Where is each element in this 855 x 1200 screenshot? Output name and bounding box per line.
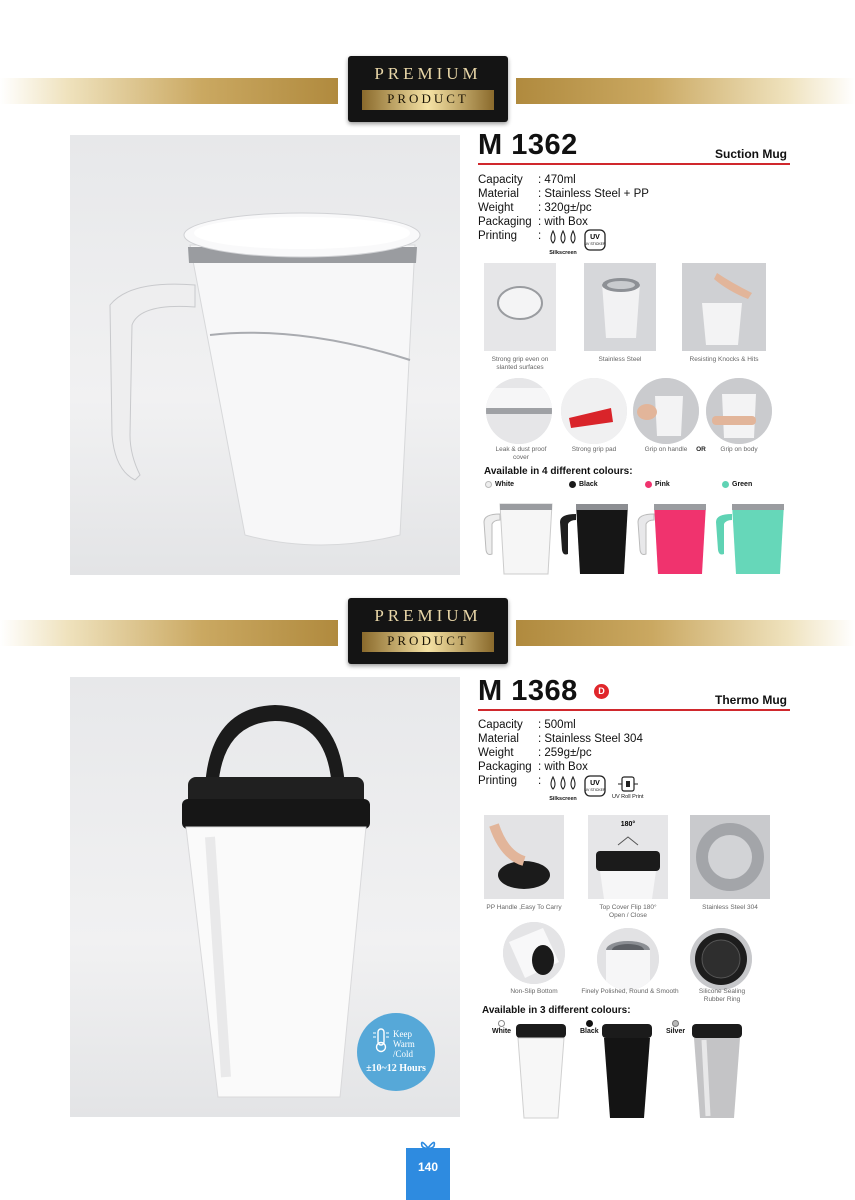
feature-image-non-slip-bottom bbox=[503, 922, 565, 984]
feature-image-knock-resistant bbox=[682, 263, 766, 351]
page-number: 140 bbox=[417, 1160, 439, 1174]
color-label-white: White bbox=[492, 1020, 511, 1035]
svg-text:UV: UV bbox=[590, 780, 600, 787]
silkscreen-icon: Silkscreen bbox=[548, 229, 578, 256]
svg-text:UV: UV bbox=[590, 234, 600, 241]
gift-bow-icon bbox=[418, 1138, 438, 1150]
printing-methods bbox=[548, 775, 643, 802]
feature-caption: Leak & dust proof cover bbox=[495, 446, 547, 461]
product-type: Suction Mug bbox=[715, 147, 787, 161]
spec-row-capacity: Capacity : 470ml bbox=[478, 174, 576, 186]
premium-product-badge bbox=[348, 598, 508, 664]
spec-row-printing: Printing : bbox=[478, 775, 542, 787]
feature-caption: Non-Slip Bottom bbox=[510, 988, 558, 995]
feature-image-top-cover bbox=[588, 815, 668, 899]
product-model: M 1362 bbox=[478, 129, 578, 161]
gold-banner-left bbox=[0, 620, 338, 646]
color-swatch bbox=[645, 481, 652, 488]
feature-image-polished bbox=[597, 928, 659, 990]
feature-image-slanted-grip bbox=[484, 263, 556, 351]
color-label-silver: Silver bbox=[666, 1020, 685, 1035]
colors-title: Available in 3 different colours: bbox=[482, 1005, 631, 1016]
spec-row-packaging: Packaging : with Box bbox=[478, 216, 588, 228]
printing-methods bbox=[548, 229, 606, 256]
feature-caption: Silicone Sealing Rubber Ring bbox=[698, 988, 746, 1003]
keep-warm-badge: Keep Warm /Cold ±10~12 Hours bbox=[357, 1013, 435, 1091]
color-variants-thermo-mug bbox=[510, 1022, 760, 1122]
badge-premium-text: PREMIUM bbox=[374, 606, 482, 625]
color-swatch bbox=[722, 481, 729, 488]
colors-title: Available in 4 different colours: bbox=[484, 466, 633, 477]
feature-image-proof-cover bbox=[486, 378, 552, 444]
uv-roll-print-icon: UV Roll Print bbox=[612, 775, 643, 800]
feature-caption: Grip on body bbox=[720, 446, 758, 453]
feature-caption: Stainless Steel 304 bbox=[702, 904, 758, 911]
gold-banner-left bbox=[0, 78, 338, 104]
title-underline bbox=[478, 709, 790, 711]
svg-text:180°: 180° bbox=[620, 821, 636, 828]
badge-product-text: PRODUCT bbox=[387, 91, 469, 106]
feature-caption: Strong grip pad bbox=[571, 446, 617, 453]
thermometer-icon bbox=[371, 1027, 391, 1053]
feature-image-grip-handle bbox=[633, 378, 699, 444]
color-swatch bbox=[498, 1020, 505, 1027]
color-swatch bbox=[485, 481, 492, 488]
feature-image-stainless-steel bbox=[584, 263, 656, 351]
color-label-green: Green bbox=[722, 481, 752, 488]
silkscreen-icon: Silkscreen bbox=[548, 775, 578, 802]
feature-caption: PP Handle ,Easy To Carry bbox=[486, 904, 562, 911]
svg-text:UV STICKER: UV STICKER bbox=[584, 788, 606, 792]
feature-caption: Grip on handle bbox=[644, 446, 688, 453]
keep-warm-hours: ±10~12 Hours bbox=[366, 1063, 426, 1074]
spec-row-weight: Weight : 259g±/pc bbox=[478, 747, 592, 759]
spec-row-capacity: Capacity : 500ml bbox=[478, 719, 576, 731]
product-model: M 1368 bbox=[478, 675, 578, 707]
color-label-black: Black bbox=[569, 481, 598, 488]
spec-row-material: Material : Stainless Steel + PP bbox=[478, 188, 649, 200]
premium-product-badge bbox=[348, 56, 508, 122]
product-type: Thermo Mug bbox=[715, 693, 787, 707]
color-swatch bbox=[569, 481, 576, 488]
feature-caption: Resisting Knocks & Hits bbox=[689, 356, 759, 363]
svg-text:UV STICKER: UV STICKER bbox=[584, 242, 606, 246]
feature-image-grip-body bbox=[706, 378, 772, 444]
gold-banner-right bbox=[516, 78, 855, 104]
feature-caption: Top Cover Flip 180° Open / Close bbox=[599, 904, 657, 919]
feature-caption: Stainless Steel bbox=[598, 356, 642, 363]
feature-caption: Strong grip even on slanted surfaces bbox=[491, 356, 549, 371]
spec-row-printing: Printing : bbox=[478, 230, 542, 242]
page-number-tab bbox=[406, 1148, 450, 1200]
feature-image-silicone-ring bbox=[690, 928, 752, 990]
spec-row-packaging: Packaging : with Box bbox=[478, 761, 588, 773]
uv-sticker-icon bbox=[584, 775, 606, 797]
color-label-pink: Pink bbox=[645, 481, 670, 488]
feature-caption-or: OR bbox=[696, 446, 706, 453]
color-label-white: White bbox=[485, 481, 514, 488]
spec-row-material: Material : Stainless Steel 304 bbox=[478, 733, 643, 745]
feature-image-stainless-304 bbox=[690, 815, 770, 899]
badge-premium-text: PREMIUM bbox=[374, 64, 482, 83]
feature-image-pp-handle bbox=[484, 815, 564, 899]
color-label-black: Black bbox=[580, 1020, 599, 1035]
uv-sticker-icon bbox=[584, 229, 606, 251]
feature-caption: Finely Polished, Round & Smooth bbox=[581, 988, 679, 995]
product-photo-suction-mug bbox=[70, 135, 460, 575]
badge-product-text: PRODUCT bbox=[387, 633, 469, 648]
title-underline bbox=[478, 163, 790, 165]
d-badge: D bbox=[594, 684, 609, 699]
gold-banner-right bbox=[516, 620, 855, 646]
spec-row-weight: Weight : 320g±/pc bbox=[478, 202, 592, 214]
feature-image-grip-pad bbox=[561, 378, 627, 444]
color-variants-suction-mug bbox=[478, 490, 790, 580]
